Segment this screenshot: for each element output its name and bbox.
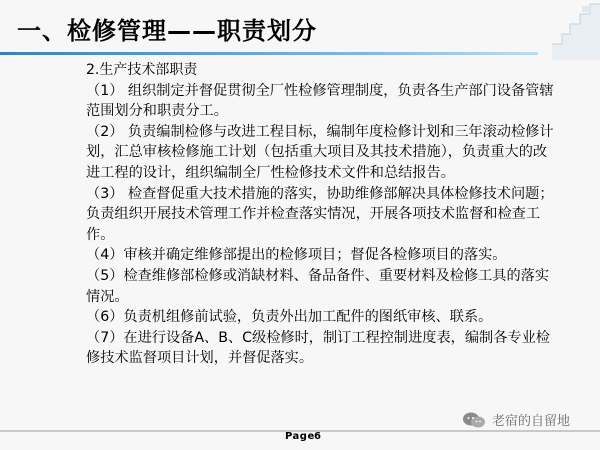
title-divider	[0, 52, 600, 55]
slide-body	[86, 60, 556, 369]
paragraph-4: （4）审核并确定维修部提出的检修项目；督促各检修项目的落实。	[86, 247, 507, 264]
paragraph-5: （5）检查维修部检修或消缺材料、备品备件、重要材料及检修工具的落实情况。	[86, 267, 550, 305]
paragraph-3: （3） 检查督促重大技术措施的落实，协助维修部解决具体检修技术问题；负责组织开展技术管理工作并检查落实情况，开展各项技术监督和检查工作。	[86, 185, 554, 243]
section-heading: 2.生产技术部职责	[86, 62, 198, 78]
watermark-text: 老宿的自留地	[492, 414, 571, 429]
page-label: Page	[285, 431, 315, 442]
paragraph-6: （6）负责机组修前试验，负责外出加工配件的图纸审核、联系。	[86, 309, 493, 326]
slide-title: 一、检修管理——职责划分	[17, 17, 317, 45]
staircase-decoration-icon	[538, 0, 600, 60]
paragraph-2: （2） 负责编制检修与改进工程目标，编制年度检修计划和三年滚动检修计划，汇总审核检修施工计划（包括重大项目及其技术措施），负责重大的改进工程的设计，组织编制全厂性检修技术文件和总结报告。	[86, 123, 554, 181]
title-bar	[0, 0, 600, 55]
page-number: 6	[314, 431, 321, 442]
wechat-icon	[462, 411, 486, 429]
watermark	[462, 410, 570, 429]
paragraph-7: （7）在进行设备A、B、C级检修时，制订工程控制进度表，编制各专业检修技术监督项目计划，并督促落实。	[86, 329, 550, 367]
paragraph-1: （1） 组织制定并督促贯彻全厂性检修管理制度，负责各生产部门设备管辖范围划分和职责分工。	[86, 82, 554, 120]
